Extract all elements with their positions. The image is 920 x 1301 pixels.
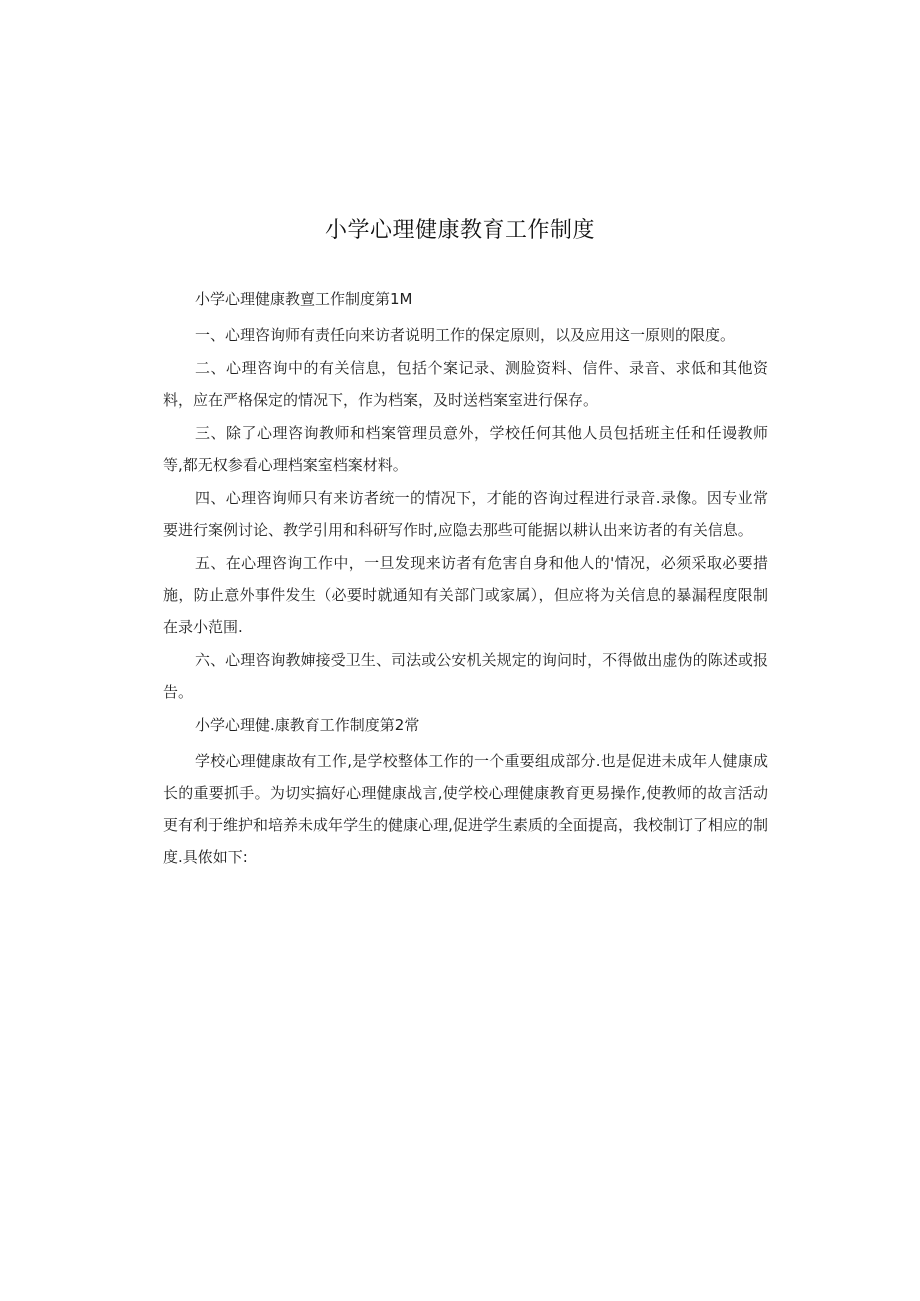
document-body xyxy=(163,283,768,874)
section-1-paragraph-6: 六、心理咨询教婶接受卫生、司法或公安机关规定的询问时，不得做出虚伪的陈述或报告。 xyxy=(163,651,768,701)
section-1-paragraph-4: 四、心理咨询师只有来访者统一的情况下，才能的咨询过程进行录音.录像。因专业常要进行案例讨论、教学引用和科研写作时,应隐去那些可能据以耕认出来访者的有关信息。 xyxy=(163,489,768,539)
section-1-paragraph-1: 一、心理咨询师有责任向来访者说明工作的保定原则，以及应用这一原则的限度。 xyxy=(195,326,736,344)
section-1-heading: 小学心理健康教亶工作制度第1M xyxy=(195,290,413,308)
section-2-paragraph-1: 学校心理健康故有工作,是学校整体工作的一个重要组成部分.也是促进未成年人健康成长的重要抓手。为切实搞好心理健康战言,使学校心理健康教育更易操作,使教师的故言活动更有利于维护和培养未成年学生的健康心理,促进学生素质的全面提高，我校制订了相应的制度.具侬如下: xyxy=(163,752,768,866)
section-1-paragraph-2: 二、心理咨询中的有关信息，包括个案记录、测脸资料、信件、录音、求低和其他资料，应在严格保定的情况下，作为档案，及时送档案室进行保存。 xyxy=(163,359,768,409)
document-title: 小学心理健康教育工作制度 xyxy=(324,218,595,243)
section-2-heading: 小学心理健.康教育工作制度第2常 xyxy=(195,716,420,734)
section-1-paragraph-5: 五、在心理咨询工作中，一旦发现来访者有危害自身和他人的'情况，必须采取必要措施，防止意外事件发生（必要时就通知有关部门或家属），但应将为关信息的暴漏程度限制在录小范围. xyxy=(163,554,768,636)
section-1-paragraph-3: 三、除了心理咨询教师和档案管理员意外，学校任何其他人员包括班主任和任谩教师等,都无权参看心理档案室档案材料。 xyxy=(163,424,768,474)
